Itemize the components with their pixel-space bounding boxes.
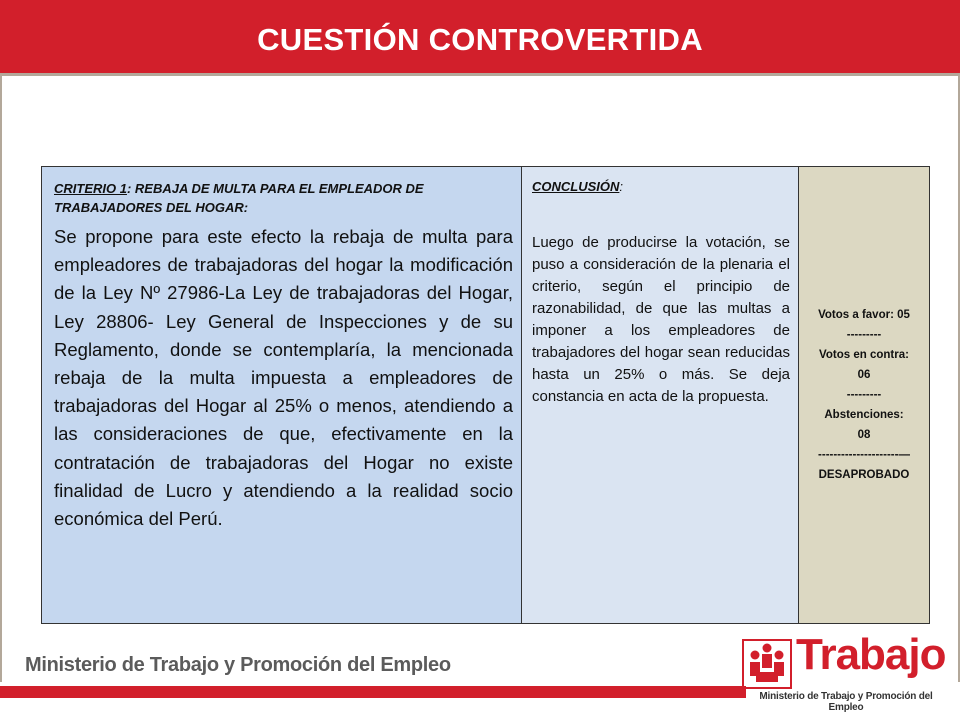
logo-wordmark: Trabajo [796,630,946,679]
criterion-heading [54,179,513,217]
ministry-logo [742,630,952,713]
conclusion-label: CONCLUSIÓN [532,179,620,194]
votes-abst-label: Abstenciones: [824,409,904,421]
votes-summary [799,305,929,485]
criteria-table [41,166,930,624]
people-icon [742,636,794,692]
slide-title: CUESTIÓN CONTROVERTIDA [257,22,703,57]
votes-contra-label: Votos en contra: [819,349,909,361]
votes-favor: Votos a favor: 05 [818,309,910,321]
conclusion-heading [532,179,790,194]
footer-red-rule [0,686,746,698]
ministry-name: Ministerio de Trabajo y Promoción del Empleo [25,654,451,676]
votes-separator-2: --------- [846,389,882,401]
criterion-number: CRITERIO 1 [54,181,127,196]
votes-abst-value: 08 [857,429,871,441]
conclusion-body: Luego de producirse la votación, se puso a consideración de la plenaria el criterio, según el principio de razonabilidad, de que las multas a imponer a los empleadores de trabajadores del hogar sean reducidas hasta un 25% o más. Se deja constancia en acta de la propuesta. [532,234,790,405]
votes-contra-value: 06 [857,369,871,381]
criteria-row [42,167,930,624]
votes-separator-3: ---------------------— [818,449,910,461]
votes-cell [799,167,930,624]
votes-result: DESAPROBADO [818,469,910,481]
conclusion-label-suffix: : [619,179,624,194]
votes-separator-1: --------- [846,329,882,341]
criterion-body: Se propone para este efecto la rebaja de multa para empleadores de trabajadoras del hogar la modificación de la Ley Nº 27986-La Ley de trabajadoras del Hogar, Ley 28806- Ley General de Inspecciones y de su Reglamento, donde se contemplaría, la mencionada rebaja de la multa impuesta a empleadores de trabajadoras del Hogar al 25% o menos, atendiendo a las consideraciones de que, efectivamente en la contratación de trabajadoras del Hogar no existe finalidad de Lucro y atendiendo a la realidad socio económica del Perú. [54,226,513,530]
criterion-cell [42,167,522,624]
logo-subtitle: Ministerio de Trabajo y Promoción del Empleo [759,691,933,713]
conclusion-cell [522,167,799,624]
criterion-title: : REBAJA DE MULTA PARA EL EMPLEADOR DE TRABAJADORES DEL HOGAR: [54,181,424,215]
title-bar [0,0,960,76]
